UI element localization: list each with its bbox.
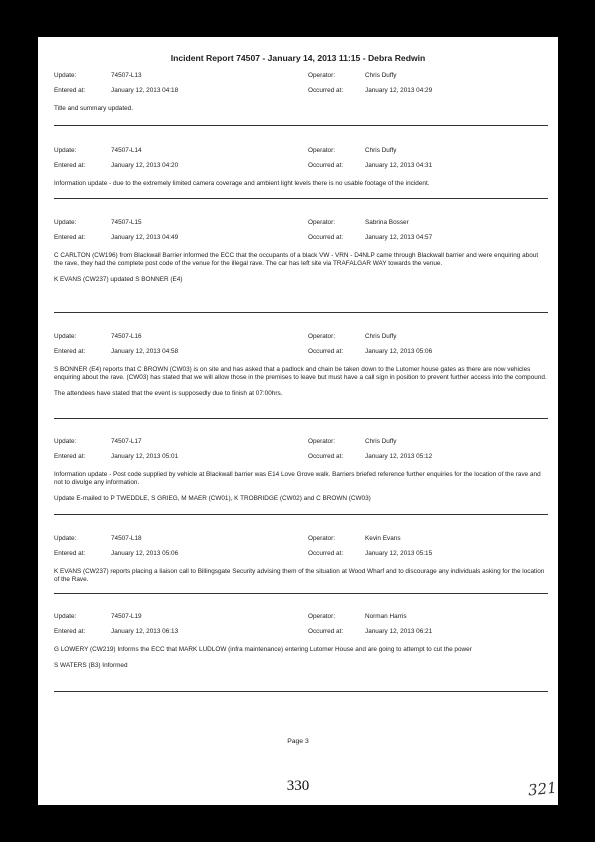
occurred-label: Occurred at: xyxy=(308,234,344,241)
entered-time: January 12, 2013 06:13 xyxy=(111,628,179,635)
operator-name: Kevin Evans xyxy=(365,535,401,542)
entry-time-row xyxy=(54,627,548,642)
entry-text: Information update - Post code supplied by vehicle at Blackwall barrier was E14 Love Grove walk. Barriers briefed reference further enquiries for the location of the rave and not to divulge any information. Update E-mailed to P TWEDDLE, S GRIEG, M MAER (CW01), K TROBRIDGE (CW02) and C BROWN (CW03) xyxy=(54,471,541,502)
entry-header-row xyxy=(54,534,548,549)
occurred-time: January 12, 2013 05:12 xyxy=(365,453,433,460)
update-label: Update: xyxy=(54,438,77,445)
update-label: Update: xyxy=(54,613,77,620)
entry-header-row xyxy=(54,146,548,161)
entered-time: January 12, 2013 04:18 xyxy=(111,87,179,94)
entry-text: Title and summary updated. xyxy=(54,105,133,112)
operator-name: Chris Duffy xyxy=(365,438,397,445)
operator-label: Operator: xyxy=(308,72,335,79)
operator-name: Norman Harris xyxy=(365,613,407,620)
entered-label: Entered at: xyxy=(54,348,86,355)
update-label: Update: xyxy=(54,219,77,226)
entry-text: S BONNER (E4) reports that C BROWN (CW03) is on site and has asked that a padlock and chain be taken down to the Lutomer house gates as there are now vehicles enquiring about the rave. (CW03) has stated that we will allow those in the premises to leave but must have a call sign in position to prevent further access into the compound. The attendees have stated that the event is supposedly due to finish at 07:00hrs. xyxy=(54,366,547,397)
entry-header-row xyxy=(54,612,548,627)
update-label: Update: xyxy=(54,147,77,154)
entry-header-row xyxy=(54,71,548,86)
entry-text: C CARLTON (CW196) from Blackwall Barrier informed the ECC that the occupants of a black VW - VRN - D4NLP came through Blackwall barrier and were enquiring about the rave, they had the complete post code of the venue for the illegal rave. The car has left site via TRAFALGAR WAY towards the venue. K EVANS (CW237) updated S BONNER (E4) xyxy=(54,252,539,283)
operator-label: Operator: xyxy=(308,219,335,226)
entry-time-row xyxy=(54,86,548,101)
entered-label: Entered at: xyxy=(54,162,86,169)
log-entry xyxy=(54,612,548,670)
entered-label: Entered at: xyxy=(54,453,86,460)
operator-name: Sabrina Bosser xyxy=(365,219,409,226)
entry-text: G LOWERY (CW219) Informs the ECC that MARK LUDLOW (infra maintenance) entering Lutomer House and are going to attempt to cut the power S WATERS (B3) Informed xyxy=(54,646,472,669)
entered-time: January 12, 2013 04:20 xyxy=(111,162,179,169)
entry-time-row xyxy=(54,347,548,362)
divider xyxy=(54,198,548,199)
entry-time-row xyxy=(54,233,548,248)
occurred-time: January 12, 2013 04:29 xyxy=(365,87,433,94)
log-entry xyxy=(54,437,548,503)
occurred-label: Occurred at: xyxy=(308,453,344,460)
log-entry xyxy=(54,146,548,188)
occurred-time: January 12, 2013 05:15 xyxy=(365,550,433,557)
divider xyxy=(54,125,548,126)
occurred-time: January 12, 2013 04:31 xyxy=(365,162,433,169)
report-title: Incident Report 74507 - January 14, 2013 11:15 - Debra Redwin xyxy=(170,53,426,63)
occurred-label: Occurred at: xyxy=(308,628,344,635)
entry-header-row xyxy=(54,218,548,233)
divider xyxy=(54,312,548,313)
update-id: 74507-L14 xyxy=(111,147,142,154)
update-id: 74507-L19 xyxy=(111,613,142,620)
document-page xyxy=(38,37,558,805)
handwritten-page-number: 321 xyxy=(527,778,558,800)
entry-text: K EVANS (CW237) reports placing a liaison call to Billingsgate Security advising them of the situation at Wood Wharf and to discourage any individuals asking for the location of the Rave. xyxy=(54,568,545,583)
operator-label: Operator: xyxy=(308,333,335,340)
log-entry xyxy=(54,218,548,284)
page-number: 330 xyxy=(286,778,310,794)
divider xyxy=(54,691,548,692)
operator-name: Chris Duffy xyxy=(365,147,397,154)
entered-label: Entered at: xyxy=(54,628,86,635)
occurred-label: Occurred at: xyxy=(308,348,344,355)
operator-label: Operator: xyxy=(308,438,335,445)
entry-header-row xyxy=(54,332,548,347)
divider xyxy=(54,514,548,515)
occurred-label: Occurred at: xyxy=(308,162,344,169)
update-id: 74507-L16 xyxy=(111,333,142,340)
update-label: Update: xyxy=(54,535,77,542)
update-label: Update: xyxy=(54,333,77,340)
entered-label: Entered at: xyxy=(54,234,86,241)
entered-time: January 12, 2013 05:06 xyxy=(111,550,179,557)
occurred-label: Occurred at: xyxy=(308,87,344,94)
occurred-time: January 12, 2013 04:57 xyxy=(365,234,433,241)
update-label: Update: xyxy=(54,72,77,79)
occurred-time: January 12, 2013 06:21 xyxy=(365,628,433,635)
update-id: 74507-L17 xyxy=(111,438,142,445)
log-entry xyxy=(54,71,548,113)
entered-time: January 12, 2013 04:58 xyxy=(111,348,179,355)
divider xyxy=(54,593,548,594)
update-id: 74507-L18 xyxy=(111,535,142,542)
update-id: 74507-L15 xyxy=(111,219,142,226)
log-entry xyxy=(54,332,548,398)
entry-time-row xyxy=(54,452,548,467)
entered-time: January 12, 2013 04:49 xyxy=(111,234,179,241)
operator-label: Operator: xyxy=(308,613,335,620)
occurred-time: January 12, 2013 05:06 xyxy=(365,348,433,355)
entry-time-row xyxy=(54,549,548,564)
operator-name: Chris Duffy xyxy=(365,72,397,79)
entered-label: Entered at: xyxy=(54,87,86,94)
divider xyxy=(54,418,548,419)
entered-label: Entered at: xyxy=(54,550,86,557)
page-label: Page 3 xyxy=(287,738,309,745)
operator-name: Chris Duffy xyxy=(365,333,397,340)
update-id: 74507-L13 xyxy=(111,72,142,79)
occurred-label: Occurred at: xyxy=(308,550,344,557)
entry-header-row xyxy=(54,437,548,452)
operator-label: Operator: xyxy=(308,535,335,542)
entry-time-row xyxy=(54,161,548,176)
log-entry xyxy=(54,534,548,584)
operator-label: Operator: xyxy=(308,147,335,154)
entry-text: Information update - due to the extremely limited camera coverage and ambient light levels there is no usable footage of the incident. xyxy=(54,180,430,187)
entered-time: January 12, 2013 05:01 xyxy=(111,453,179,460)
